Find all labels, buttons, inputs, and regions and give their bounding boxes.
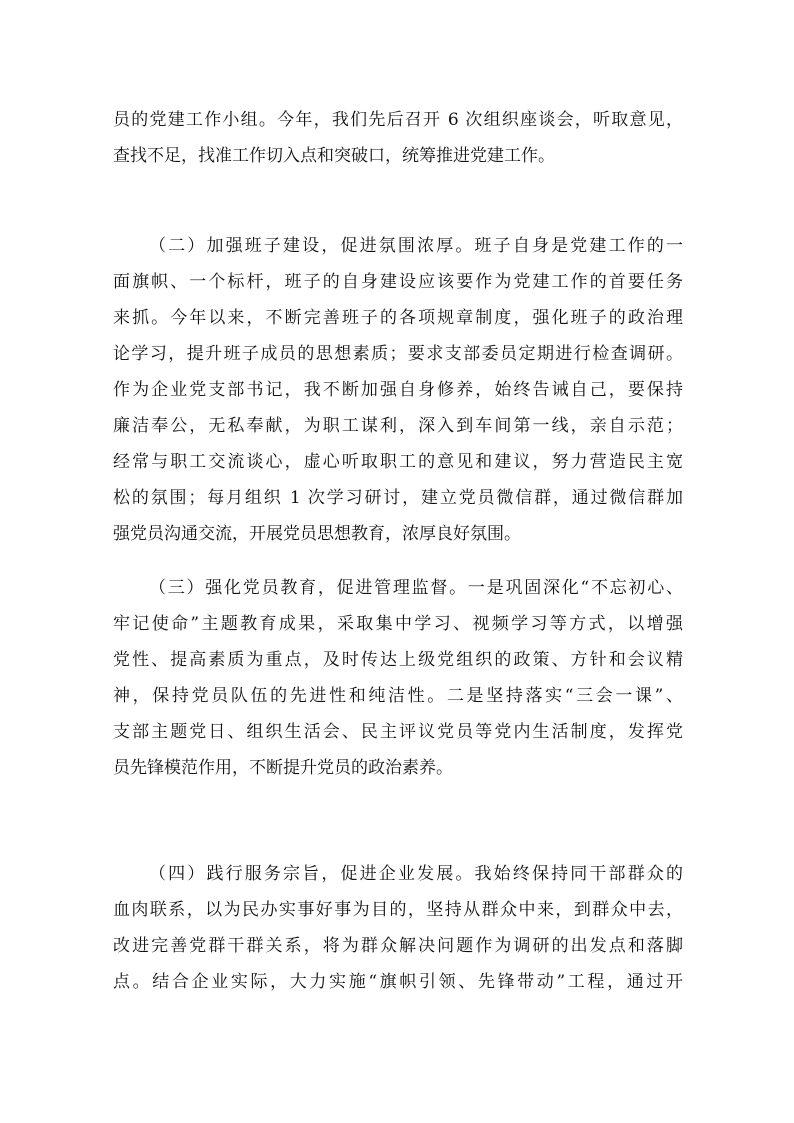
text-line: （四）践行服务宗旨，促进企业发展。我始终保持同干部群众的 [149,864,683,884]
text-line: 点。结合企业实际，大力实施“旗帜引领、先锋带动”工程，通过开 [113,972,683,992]
text-line: 牢记使命”主题教育成果，采取集中学习、视频学习等方式，以增强 [113,614,683,634]
text-line: 廉洁奉公，无私奉献，为职工谋利，深入到车间第一线，亲自示范； [113,416,683,436]
text-line: 强党员沟通交流，开展党员思想教育，浓厚良好氛围。 [113,524,521,544]
text-line: 党性、提高素质为重点，及时传达上级党组织的政策、方针和会议精 [113,650,683,670]
text-line: 改进完善党群干群关系，将为群众解决问题作为调研的出发点和落脚 [113,936,683,956]
paragraph-4 [113,856,683,1000]
text-line: 神，保持党员队伍的先进性和纯洁性。二是坚持落实“三会一课”、 [113,686,683,706]
text-line: （二）加强班子建设，促进氛围浓厚。班子自身是党建工作的一 [149,236,683,256]
paragraph-2 [113,228,683,552]
text-line: 论学习，提升班子成员的思想素质；要求支部委员定期进行检查调研。 [113,344,683,364]
text-line: 来抓。今年以来，不断完善班子的各项规章制度，强化班子的政治理 [113,308,683,328]
text-line: 面旗帜、一个标杆，班子的自身建设应该要作为党建工作的首要任务 [113,272,683,292]
text-line: 血肉联系，以为民办实事好事为目的，坚持从群众中来，到群众中去， [113,900,683,920]
text-line: 员的党建工作小组。今年，我们先后召开 6 次组织座谈会，听取意见， [113,110,683,130]
text-line: 作为企业党支部书记，我不断加强自身修养，始终告诫自己，要保持 [113,380,683,400]
paragraph-1 [113,102,683,174]
text-line: （三）强化党员教育，促进管理监督。一是巩固深化“不忘初心、 [149,578,683,598]
text-line: 经常与职工交流谈心，虚心听取职工的意见和建议，努力营造民主宽 [113,452,683,472]
text-line: 查找不足，找准工作切入点和突破口，统筹推进党建工作。 [113,146,555,166]
paragraph-3 [113,570,683,786]
text-line: 松的氛围；每月组织 1 次学习研讨，建立党员微信群，通过微信群加 [113,488,683,508]
text-line: 员先锋模范作用，不断提升党员的政治素养。 [113,758,453,778]
text-line: 支部主题党日、组织生活会、民主评议党员等党内生活制度，发挥党 [113,722,683,742]
